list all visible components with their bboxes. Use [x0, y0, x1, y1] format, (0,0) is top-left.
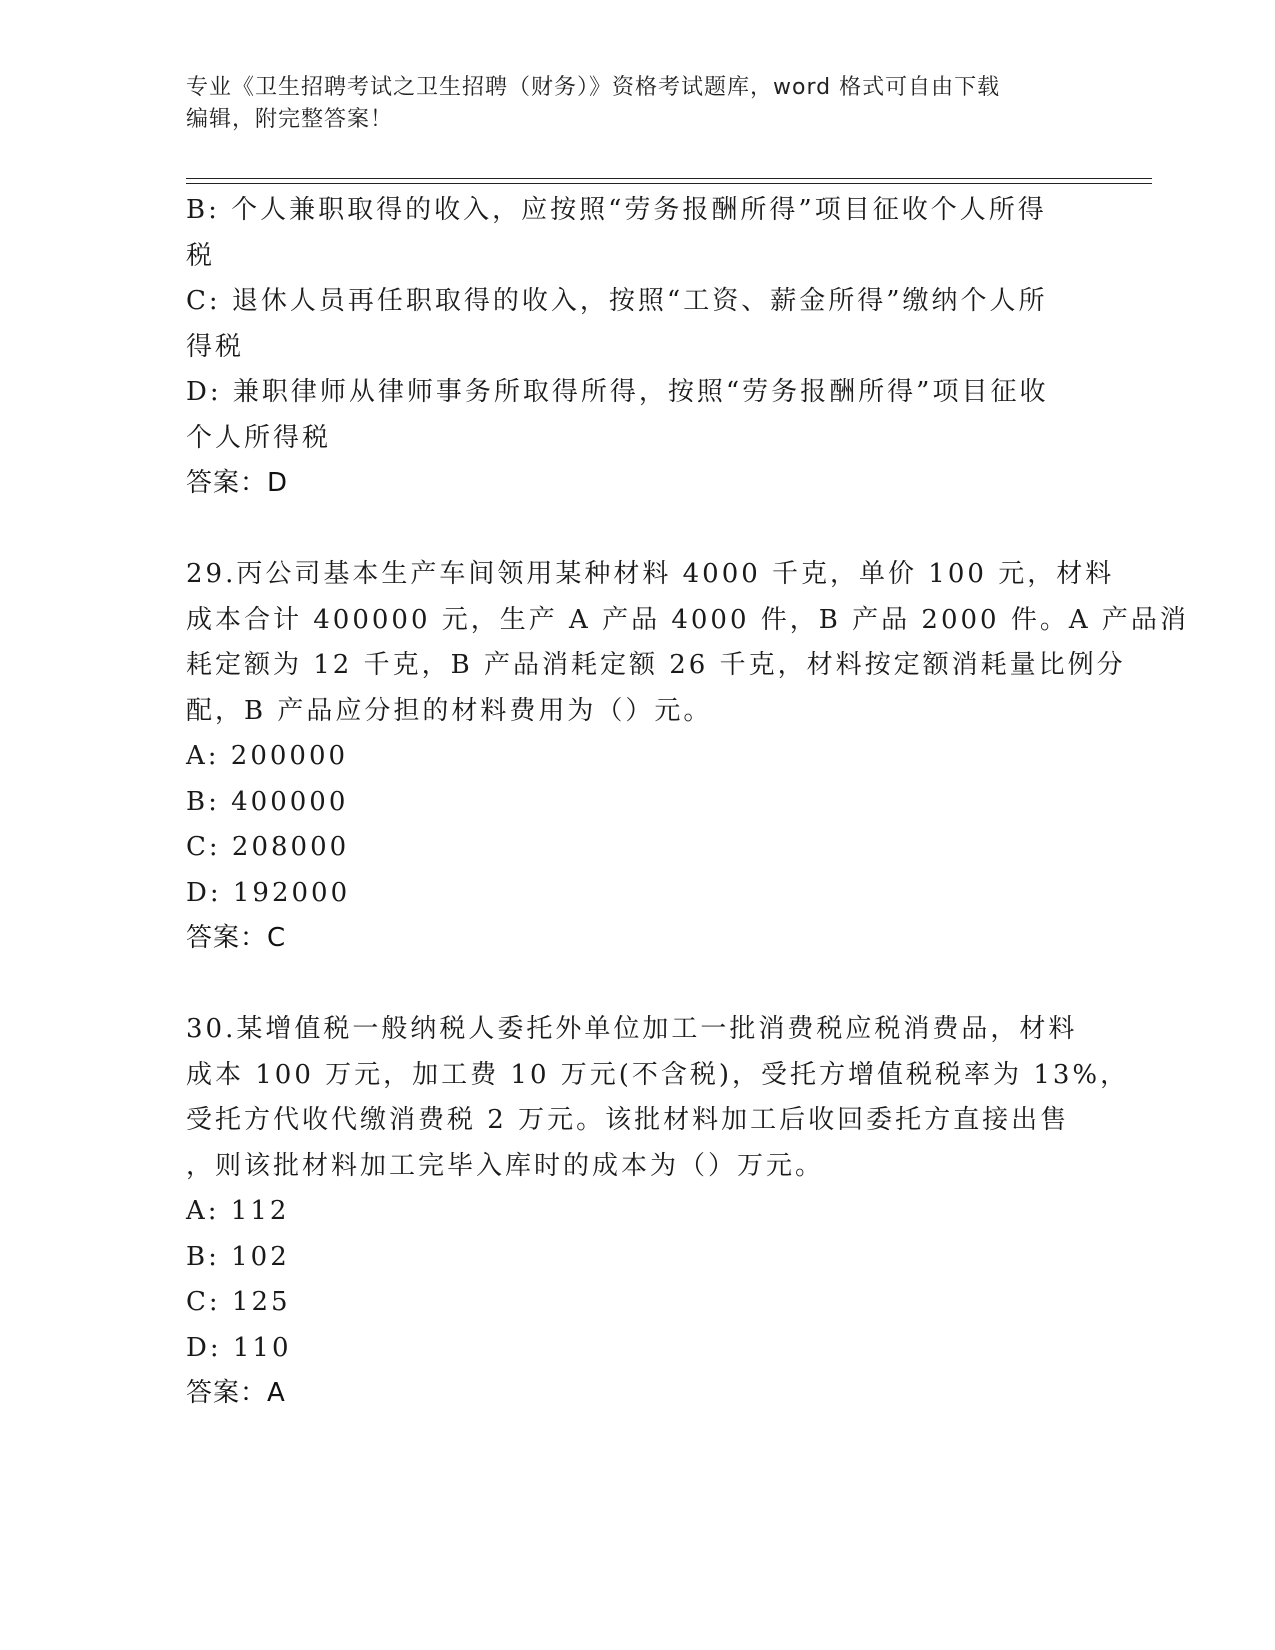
header-line-2: 编辑，附完整答案！ — [186, 107, 394, 132]
header-divider-top — [186, 178, 1152, 179]
q30-stem-line-3: 受托方代收代缴消费税 2 万元。该批材料加工后收回委托方直接出售 — [186, 1105, 1070, 1135]
question-28-tail — [186, 188, 1086, 507]
question-30 — [186, 1007, 1130, 1417]
q29-option-b: B: 400000 — [186, 786, 349, 817]
q30-stem-line-2: 成本 100 万元，加工费 10 万元(不含税)，受托方增值税税率为 13%， — [186, 1059, 1130, 1090]
question-29 — [186, 552, 1189, 962]
q30-answer: 答案：A — [186, 1378, 286, 1408]
spacer — [186, 507, 1086, 553]
q30-option-a: A: 112 — [186, 1196, 290, 1226]
q28-option-d-line-1: D: 兼职律师从律师事务所取得所得，按照“劳务报酬所得”项目征收 — [186, 377, 1049, 407]
q30-option-b: B: 102 — [186, 1241, 290, 1272]
q29-option-d: D: 192000 — [186, 877, 351, 908]
q30-stem-line-1: 30.某增值税一般纳税人委托外单位加工一批消费税应税消费品，材料 — [186, 1014, 1078, 1044]
q28-option-c-line-2: 得税 — [186, 331, 245, 362]
q28-option-b-line-2: 税 — [186, 240, 216, 271]
question-content — [186, 188, 1189, 1417]
q29-stem-line-1: 29.丙公司基本生产车间领用某种材料 4000 千克，单价 100 元，材料 — [186, 559, 1115, 589]
q29-option-a: A: 200000 — [186, 741, 349, 771]
q29-stem-line-2: 成本合计 400000 元，生产 A 产品 4000 件，B 产品 2000 件。A 产品消 — [186, 604, 1189, 635]
document-header — [186, 72, 1066, 136]
q30-stem-line-4: ，则该批材料加工完毕入库时的成本为（）万元。 — [186, 1150, 825, 1181]
q28-option-b-line-1: B: 个人兼职取得的收入，应按照“劳务报酬所得”项目征收个人所得 — [186, 195, 1047, 225]
q30-option-c: C: 125 — [186, 1287, 291, 1317]
header-line-1: 专业《卫生招聘考试之卫生招聘（财务）》资格考试题库，word 格式可自由下载 — [186, 75, 1001, 100]
q30-option-d: D: 110 — [186, 1332, 292, 1363]
q28-answer: 答案：D — [186, 468, 289, 498]
q29-stem-line-4: 配，B 产品应分担的材料费用为（）元。 — [186, 695, 713, 726]
q29-option-c: C: 208000 — [186, 832, 350, 862]
q29-answer: 答案：C — [186, 923, 287, 953]
header-divider-bottom — [186, 183, 1152, 184]
q29-stem-line-3: 耗定额为 12 千克，B 产品消耗定额 26 千克，材料按定额消耗量比例分 — [186, 650, 1126, 680]
spacer — [186, 962, 1086, 1008]
q28-option-d-line-2: 个人所得税 — [186, 422, 332, 453]
q28-option-c-line-1: C: 退休人员再任职取得的收入，按照“工资、薪金所得”缴纳个人所 — [186, 286, 1048, 316]
